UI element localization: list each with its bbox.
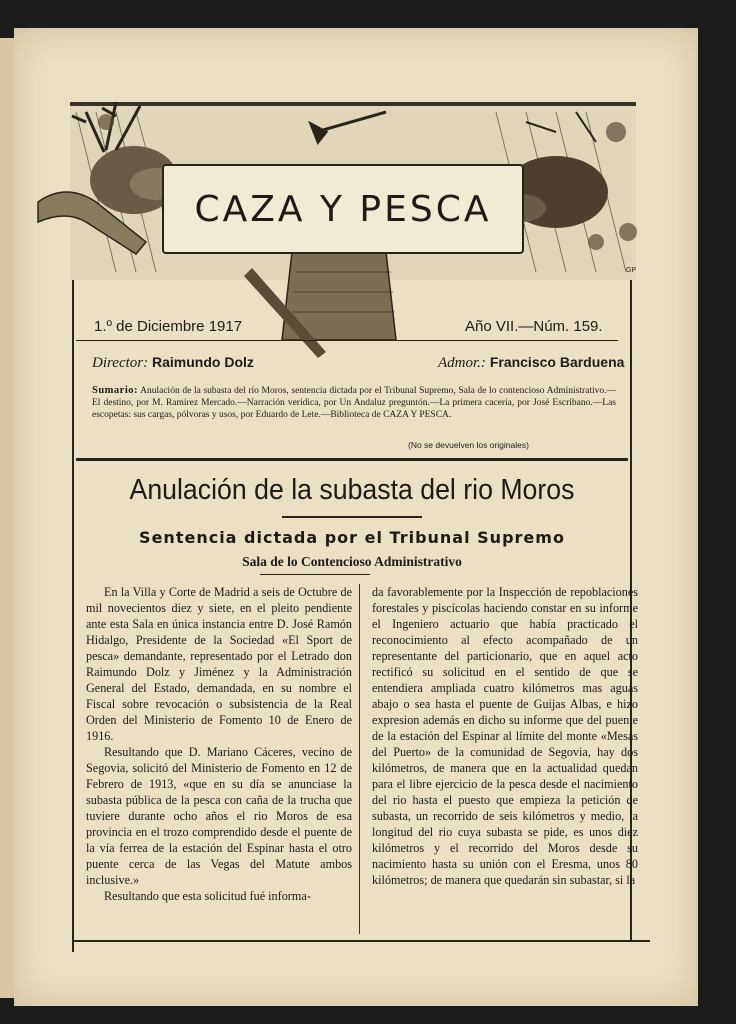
masthead-title: CAZA Y PESCA xyxy=(194,188,492,230)
section-divider xyxy=(76,458,628,461)
divider xyxy=(76,340,618,341)
page-frame-left xyxy=(72,280,74,952)
headline-underline xyxy=(282,516,422,518)
summary-text: Anulación de la subasta del río Moros, sentencia dictada por el Tribunal Supremo, Sala de lo contencioso Administrativo.— El destino, por M. Ramírez Mercado.—Narración verídica, por Un Andaluz preguntón.—La primera cacería, por José Escribano.—Las escopetas: sus cargas, pólvoras y usos, por Eduardo de Lete.—Biblioteca de CAZA Y PESCA. xyxy=(92,386,616,420)
director-name: Raimundo Dolz xyxy=(152,354,254,370)
subheadline-underline xyxy=(260,574,370,575)
admin-line xyxy=(438,354,624,372)
column-separator xyxy=(359,584,360,934)
paragraph: da favorablemente por la Inspección de repoblaciones forestales y piscícolas haciendo constar en su informe el Ingeniero actuario que había practicado el reconocimiento al efecto acompañado de un representante del particionario, que en aquel acto rectificó su solicitud en el sentido de que se entendiera ampliada cuatro kilómetros mas aguas abajo o sea hasta el puente de Guijas Albas, e hizo expresion además en dicho su informe que del puente de la estación del Espinar al límite del monte «Mesas del Puerto» de la comunidad de Segovia, hay dos kilómetros, de manera que en la actualidad quedan para el libre ejercicio de la pesca desde el nacimiento del rio hasta el puesto que empieza la petición de subasta, un recorrido de seis kilómetros y medio, la longitud del rio cuya subasta se pide, es unos diez kilómetros y el recorrido del Moros desde su nacimiento hasta su unión con el Eresma, unos 80 kilómetros; de manera que quedarán sin subastar, si la xyxy=(372,585,638,887)
paragraph: En la Villa y Corte de Madrid a seis de Octubre de mil novecientos diez y siete, en el pleito pendiente ante esta Sala en única instancia entre D. José Ramón Hidalgo, Presidente de la Sociedad «El Sport de pesca» demandante, representado por el Letrado don Raimundo Dolz y Jiménez y la Administración General del Estado, demandada, en su nombre el Fiscal sobre revocación o subsistencia de la Real Orden del Ministerio de Fomento 10 de Enero de 1916. xyxy=(86,585,352,743)
page-frame-bottom xyxy=(72,940,650,942)
article-headline: Anulación de la subasta del rio Moros xyxy=(129,474,575,506)
paragraph: Resultando que esta solicitud fué informa- xyxy=(104,889,311,903)
director-label: Director: xyxy=(92,355,149,371)
table-of-contents xyxy=(92,385,616,421)
masthead-engraving xyxy=(56,72,637,274)
issue-number: Año VII.—Núm. 159. xyxy=(465,318,603,335)
issue-date: 1.º de Diciembre 1917 xyxy=(94,318,243,335)
article-column-right xyxy=(372,584,638,888)
masthead-banner xyxy=(162,164,524,254)
engraver-signature: GP xyxy=(626,267,637,274)
book-spine xyxy=(0,38,14,998)
director-line xyxy=(92,354,254,372)
article-subheadline-2: Sala de lo Contencioso Administrativo xyxy=(242,554,462,569)
admin-label: Admor.: xyxy=(438,355,486,371)
admin-name: Francisco Barduena xyxy=(489,354,625,370)
summary-label: Sumario: xyxy=(92,385,138,396)
article-column-left xyxy=(86,584,352,904)
article-subheadline: Sentencia dictada por el Tribunal Supremo xyxy=(139,528,565,547)
editorial-note: (No se devuelven los originales) xyxy=(408,440,529,450)
paragraph: Resultando que D. Mariano Cáceres, vecino de Segovia, solicitó del Ministerio de Fomento en 12 de Febrero de 1913, «que en su día se anunciase la subasta pública de la pesca con caña de la trucha que tuviere durante ocho años el rio Moros de esa provincia en el trozo comprendido desde el puente de la vía ferrea de la estación del Espinar hasta el otro puente cerca de las Vegas del Matute ambos inclusive.» xyxy=(86,745,352,887)
